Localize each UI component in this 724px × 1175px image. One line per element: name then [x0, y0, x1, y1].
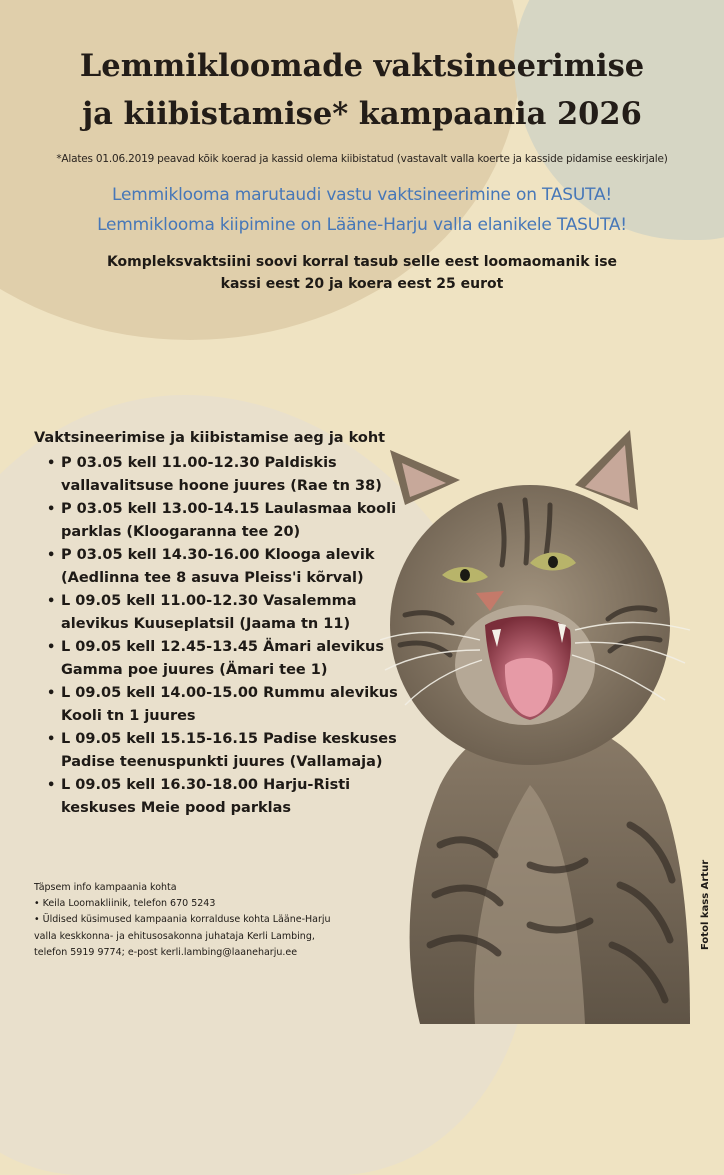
contact-line-person: valla keskkonna- ja ehitusosakonna juhataja Kerli Lambing,	[34, 930, 315, 942]
title-line-1: Lemmikloomade vaktsineerimise	[79, 48, 645, 84]
bullet-icon: •	[47, 640, 56, 655]
schedule-section	[34, 427, 404, 820]
contact-info	[34, 880, 354, 961]
bullet-icon: •	[47, 778, 56, 793]
bullet-icon: •	[47, 502, 56, 517]
contact-line-general: • Üldised küsimused kampaania korralduse kohta Lääne-Harju	[34, 914, 331, 926]
complex-vaccine-line-2: kassi eest 20 ja koera eest 25 eurot	[220, 276, 504, 292]
schedule-item: • L 09.05 kell 14.00-15.00 Rummu alevikus Kooli tn 1 juures	[34, 682, 404, 728]
bullet-icon: •	[47, 594, 56, 609]
yawning-cat-photo	[380, 425, 700, 1024]
bullet-icon: •	[47, 456, 56, 471]
contact-line-clinic: • Keila Loomakliinik, telefon 670 5243	[34, 898, 216, 910]
contact-heading: Täpsem info kampaania kohta	[34, 882, 177, 893]
chip-requirement-footnote: *Alates 01.06.2019 peavad kõik koerad ja kassid olema kiibistatud (vastavalt valla koerte ja kasside pidamise eeskirjale)	[56, 153, 668, 165]
schedule-item: • L 09.05 kell 11.00-12.30 Vasalemma alevikus Kuuseplatsil (Jaama tn 11)	[34, 590, 404, 636]
schedule-item: • L 09.05 kell 12.45-13.45 Ämari alevikus Gamma poe juures (Ämari tee 1)	[34, 636, 404, 682]
photo-credit: Fotol kass Artur	[700, 859, 711, 950]
schedule-list	[34, 452, 404, 820]
poster-title	[0, 42, 724, 138]
free-chipping-text: Lemmiklooma kiipimine on Lääne-Harju valla elanikele TASUTA!	[97, 215, 627, 235]
schedule-item: • P 03.05 kell 13.00-14.15 Laulasmaa kooli parklas (Kloogaranna tee 20)	[34, 498, 404, 544]
complex-vaccine-notice	[0, 251, 724, 295]
contact-line-phone-email: telefon 5919 9774; e-post kerli.lambing@laaneharju.ee	[34, 946, 298, 958]
schedule-item: • L 09.05 kell 16.30-18.00 Harju-Risti keskuses Meie pood parklas	[34, 774, 404, 820]
bullet-icon: •	[47, 686, 56, 701]
title-line-2: ja kiibistamise* kampaania 2026	[82, 96, 642, 132]
complex-vaccine-line-1: Kompleksvaktsiini soovi korral tasub selle eest loomaomanik ise	[106, 254, 618, 270]
free-vaccination-text: Lemmiklooma marutaudi vastu vaktsineerimine on TASUTA!	[111, 185, 613, 205]
bullet-icon: •	[47, 548, 56, 563]
free-services-notice	[0, 180, 724, 240]
schedule-item: • P 03.05 kell 14.30-16.00 Klooga alevik (Aedlinna tee 8 asuva Pleiss'i kõrval)	[34, 544, 404, 590]
schedule-item: • L 09.05 kell 15.15-16.15 Padise keskuses Padise teenuspunkti juures (Vallamaja)	[34, 728, 404, 774]
schedule-heading: Vaktsineerimise ja kiibistamise aeg ja koht	[34, 430, 386, 446]
schedule-item: • P 03.05 kell 11.00-12.30 Paldiskis vallavalitsuse hoone juures (Rae tn 38)	[34, 452, 404, 498]
bullet-icon: •	[47, 732, 56, 747]
